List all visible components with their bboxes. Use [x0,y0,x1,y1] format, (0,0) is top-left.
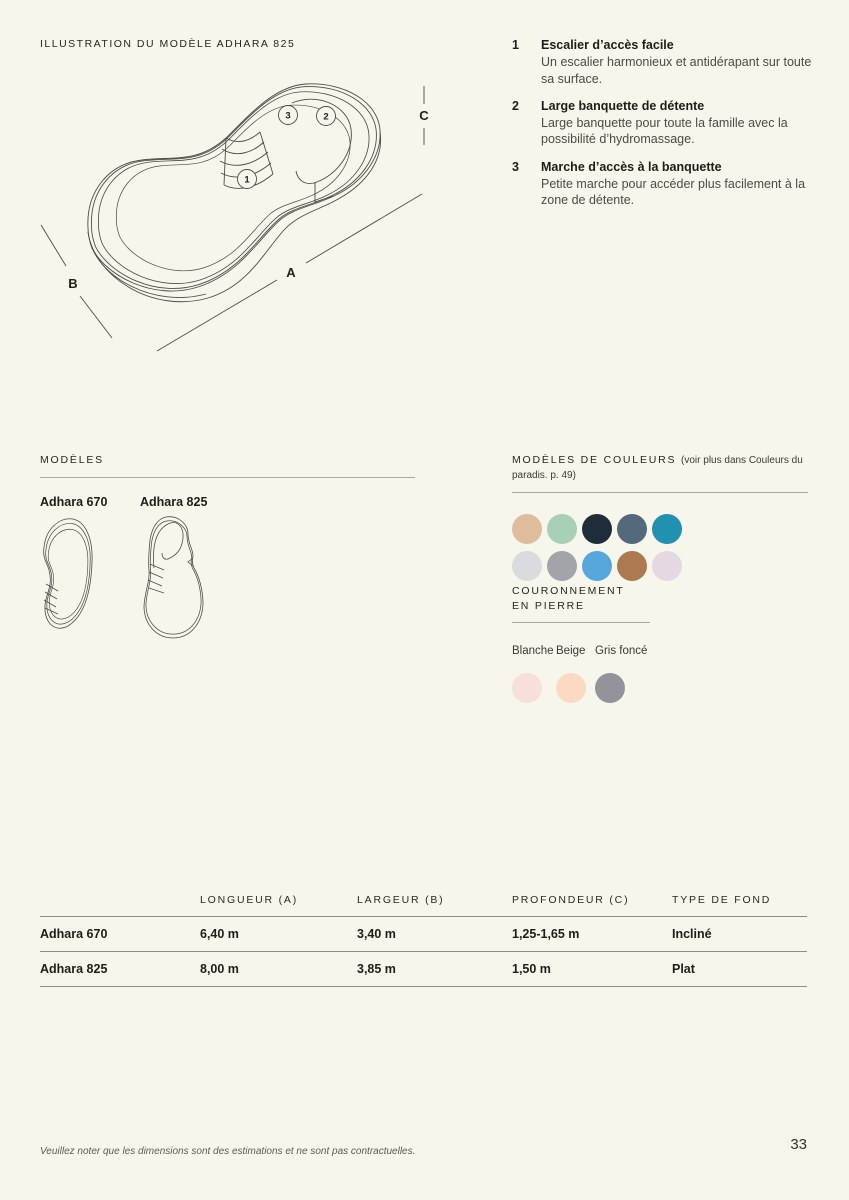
color-swatch [582,514,612,544]
feature-title: Escalier d’accès facile [541,38,674,52]
stone-option-blanche [512,645,556,703]
pool-isometric-drawing [30,70,450,370]
stone-options [512,645,808,703]
marker-3 [279,106,298,125]
stone-label: Gris foncé [595,645,648,658]
table-cell-largeur: 3,40 m [357,927,396,941]
color-swatch [512,551,542,581]
table-header-profondeur: PROFONDEUR (C) [512,894,630,906]
color-swatch-grid [512,514,808,581]
table-cell-fond: Plat [672,962,695,976]
table-cell-fond: Incliné [672,927,712,941]
model-adhara-670 [40,495,140,645]
model-adhara-825 [140,495,240,645]
stone-heading-line1: COURONNEMENT [512,585,625,597]
feature-body: Petite marche pour accéder plus facilement à la zone de détente. [541,176,806,207]
stone-swatch [556,673,586,703]
color-swatch [652,551,682,581]
color-swatch [582,551,612,581]
table-cell-model: Adhara 825 [40,962,108,976]
table-cell-largeur: 3,85 m [357,962,396,976]
pool-topview-adhara-825 [140,516,206,640]
table-row [40,952,807,987]
feature-title: Large banquette de détente [541,98,705,113]
stone-label: Beige [556,645,586,658]
stone-heading [512,584,808,613]
page-number: 33 [790,1136,807,1153]
divider [40,477,415,478]
feature-body: Large banquette pour toute la famille avec la possibilité d’hydromassage. [541,116,788,147]
illustration-section-heading: ILLUSTRATION DU MODÈLE ADHARA 825 [40,38,296,50]
colors-heading-text: MODÈLES DE COULEURS [512,454,677,466]
model-name: Adhara 825 [140,494,208,509]
color-swatch [547,551,577,581]
model-name: Adhara 670 [40,494,108,509]
table-header-row [40,888,807,917]
stone-option-gris-fonce [595,645,647,703]
color-swatch [652,514,682,544]
feature-body: Un escalier harmonieux et antidérapant sur toute sa surface. [541,55,812,86]
pool-outline [88,84,381,302]
color-swatch [617,551,647,581]
colors-heading [512,453,808,483]
stone-coping-section [512,584,808,703]
feature-number: 3 [512,159,519,174]
models-section [40,453,415,645]
dimension-label-c: C [419,108,429,123]
table-cell-profondeur: 1,50 m [512,962,551,976]
stone-swatch [595,673,625,703]
colors-section [512,453,808,588]
feature-item-2 [512,98,812,148]
divider [512,622,650,623]
feature-list [512,37,812,219]
models-heading: MODÈLES [40,454,104,466]
marker-1 [238,170,257,189]
dimensions-table [40,888,807,987]
dimension-label-b: B [68,276,78,291]
table-cell-longueur: 6,40 m [200,927,239,941]
feature-number: 1 [512,38,519,52]
stone-heading-line2: EN PIERRE [512,599,585,612]
table-header-longueur: LONGUEUR (A) [200,894,299,906]
table-header-largeur: LARGEUR (B) [357,894,445,906]
divider [512,492,808,493]
table-cell-model: Adhara 670 [40,927,108,941]
stone-option-beige [556,645,595,703]
stone-label: Blanche [512,645,554,658]
svg-text:2: 2 [323,111,329,123]
feature-title: Marche d’accès à la banquette [541,159,722,174]
table-cell-longueur: 8,00 m [200,962,239,976]
feature-item-1 [512,37,812,87]
color-swatch [547,514,577,544]
footnote: Veuillez noter que les dimensions sont des estimations et ne sont pas contractuelles. [40,1146,416,1157]
feature-item-3 [512,159,812,209]
stone-swatch [512,673,542,703]
pool-topview-adhara-670 [40,516,98,638]
table-header-fond: TYPE DE FOND [672,894,772,906]
feature-number: 2 [512,98,519,113]
colors-heading-note: (voir plus dans Couleurs du paradis. p. 49) [512,455,803,481]
table-cell-profondeur: 1,25-1,65 m [512,927,580,941]
dimension-label-a: A [286,265,296,280]
color-swatch [617,514,647,544]
svg-text:1: 1 [244,174,250,186]
svg-text:3: 3 [285,110,291,122]
marker-2 [317,107,336,126]
table-row [40,917,807,952]
color-swatch [512,514,542,544]
